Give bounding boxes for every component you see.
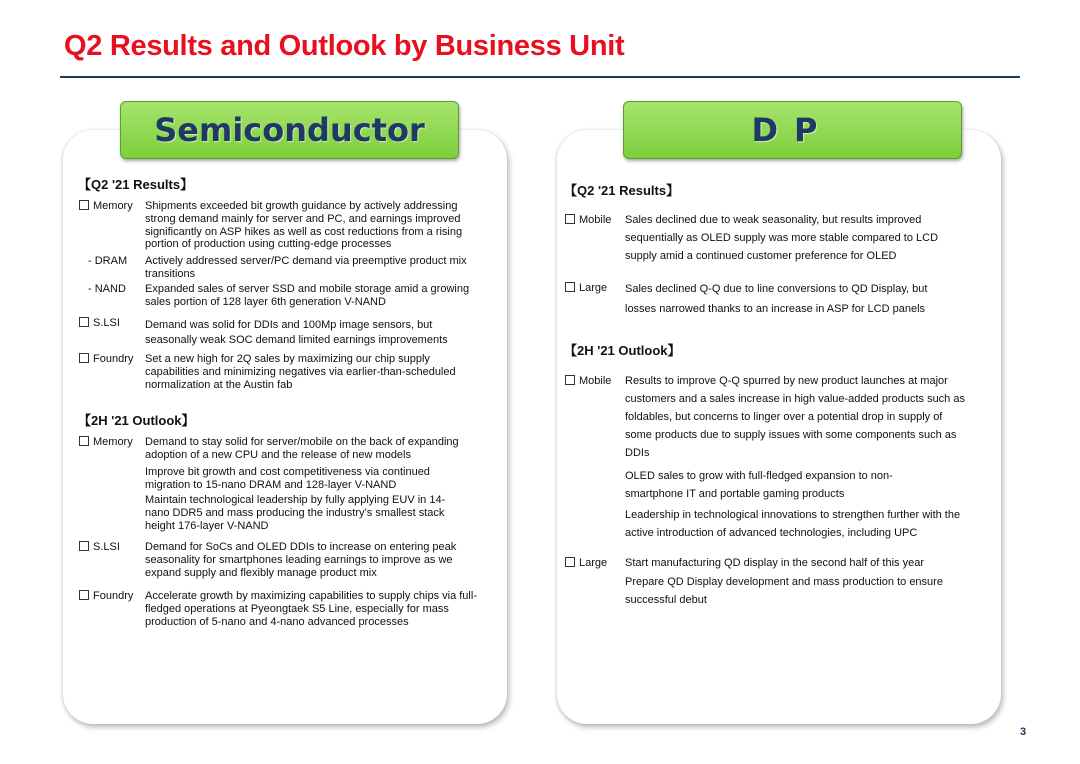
dp-tab-label: DP <box>751 111 834 149</box>
title-divider <box>60 76 1020 78</box>
dp-q2-heading: 【Q2 '21 Results】 <box>564 183 680 198</box>
dp-h2-large-text-2: Prepare QD Display development and mass production to ensure successful debut <box>625 576 943 606</box>
semi-h2-slsi-label: S.LSI <box>79 541 120 553</box>
dp-h2-large-label: Large <box>565 557 607 569</box>
semi-q2-heading: 【Q2 '21 Results】 <box>78 177 194 192</box>
page-title: Q2 Results and Outlook by Business Unit <box>64 30 625 62</box>
semi-q2-nand-text: Expanded sales of server SSD and mobile storage amid a growing sales portion of 128 layer 6th generation V-NAND <box>145 283 470 308</box>
checkbox-icon <box>79 541 89 551</box>
semiconductor-tab-label: Semiconductor <box>154 111 425 149</box>
dp-q2-large-label: Large <box>565 282 607 294</box>
semi-h2-memory-label: Memory <box>79 436 133 448</box>
semi-h2-memory-text-3: Maintain technological leadership by fully applying EUV in 14-nano DDR5 and mass producing the industry’s smallest stack height 176-layer V-NAND <box>145 494 446 532</box>
semi-h2-slsi-text: Demand for SoCs and OLED DDIs to increase on entering peak seasonality for smartphones leading earnings to improve as we expand supply and flexibly manage product mix <box>145 541 457 579</box>
semi-q2-foundry-text: Set a new high for 2Q sales by maximizing our chip supply capabilities and minimizing negatives via earlier-than-scheduled normalization at the Austin fab <box>145 353 456 391</box>
dp-tab <box>623 101 962 159</box>
checkbox-icon <box>565 375 575 385</box>
semi-q2-memory-label: Memory <box>79 200 133 212</box>
page-number: 3 <box>1020 726 1027 738</box>
semi-q2-foundry-label: Foundry <box>79 353 133 365</box>
semi-h2-foundry-label: Foundry <box>79 590 133 602</box>
semi-q2-dram-text: Actively addressed server/PC demand via preemptive product mix transitions <box>145 255 467 280</box>
semi-q2-slsi-text: Demand was solid for DDIs and 100Mp image sensors, but seasonally weak SOC demand limited earnings improvements <box>145 319 448 346</box>
checkbox-icon <box>79 436 89 446</box>
dp-h2-mobile-text-1: Results to improve Q-Q spurred by new product launches at major customers and a sales increase in high value-added products such as foldables, but concerns to linger over a potential drop in supply of some products due to supply issues with some components such as DDIs <box>625 375 965 459</box>
checkbox-icon <box>79 317 89 327</box>
dp-h2-mobile-text-2: OLED sales to grow with full-fledged expansion to non-smartphone IT and portable gaming products <box>625 470 893 500</box>
semi-h2-heading: 【2H '21 Outlook】 <box>78 413 195 428</box>
dp-q2-mobile-label: Mobile <box>565 214 611 226</box>
checkbox-icon <box>79 590 89 600</box>
checkbox-icon <box>565 214 575 224</box>
semi-q2-nand-label: - NAND <box>88 283 126 295</box>
semi-h2-memory-text-1: Demand to stay solid for server/mobile on the back of expanding adoption of a new CPU and the release of new models <box>145 436 459 461</box>
dp-h2-large-text-1: Start manufacturing QD display in the second half of this year <box>625 557 924 569</box>
checkbox-icon <box>565 557 575 567</box>
checkbox-icon <box>79 200 89 210</box>
dp-h2-mobile-text-3: Leadership in technological innovations to strengthen further with the active introduction of advanced technologies, including UPC <box>625 509 961 539</box>
semi-q2-memory-text: Shipments exceeded bit growth guidance by actively addressing strong demand mainly for server and PC, and earnings improved significantly on ASP hikes as well as cost reductions from a rising portion of production using cutting-edge processes <box>145 200 463 251</box>
dp-q2-large-text: Sales declined Q-Q due to line conversions to QD Display, but losses narrowed thanks to an increase in ASP for LCD panels <box>625 283 928 315</box>
semi-q2-slsi-label: S.LSI <box>79 317 120 329</box>
semiconductor-tab <box>120 101 459 159</box>
checkbox-icon <box>565 282 575 292</box>
semi-q2-dram-label: - DRAM <box>88 255 128 267</box>
checkbox-icon <box>79 353 89 363</box>
semi-h2-memory-text-2: Improve bit growth and cost competitiveness via continued migration to 15-nano DRAM and 128-layer V-NAND <box>145 466 430 491</box>
dp-q2-mobile-text: Sales declined due to weak seasonality, but results improved sequentially as OLED supply was more stable compared to LCD supply amid a continued customer preference for OLED <box>625 214 939 262</box>
semi-h2-foundry-text: Accelerate growth by maximizing capabilities to supply chips via full-fledged operations at Pyeongtaek S5 Line, especially for mass production of 5-nano and 4-nano advanced processes <box>145 590 477 628</box>
dp-h2-heading: 【2H '21 Outlook】 <box>564 343 681 358</box>
dp-h2-mobile-label: Mobile <box>565 375 611 387</box>
